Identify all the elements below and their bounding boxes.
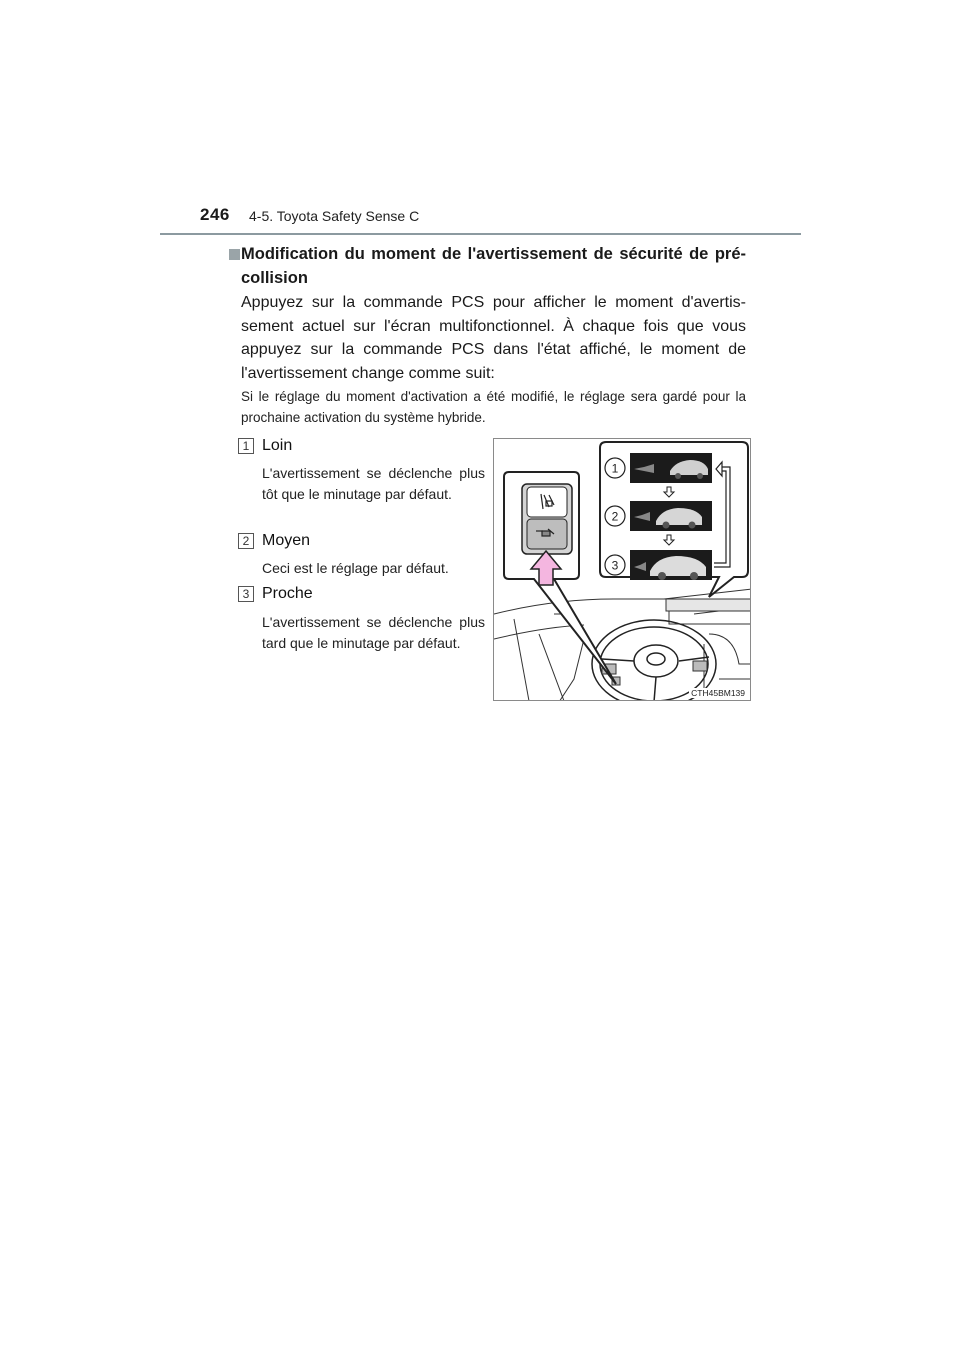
heading-bullet-icon — [229, 249, 240, 260]
item-title-moyen: Moyen — [262, 532, 311, 549]
callout-number-2: 2 — [611, 509, 619, 524]
item-number-2: 2 — [238, 533, 254, 549]
page-number: 246 — [200, 205, 230, 224]
item-title-proche: Proche — [262, 585, 313, 602]
note-paragraph: Si le réglage du moment d'activation a été modifié, le réglage sera gardé pour la prochaine activation du système hybride. — [241, 389, 746, 425]
warning-screen-near — [630, 550, 712, 580]
header-divider — [160, 233, 801, 235]
item-title-loin: Loin — [262, 437, 293, 454]
item-description-proche: L'avertissement se déclenche plus tard que le minutage par défaut. — [262, 614, 485, 651]
item-number-1: 1 — [238, 438, 254, 454]
warning-screen-medium — [630, 501, 712, 531]
figure-code: CTH45BM139 — [691, 688, 745, 698]
section-title: 4-5. Toyota Safety Sense C — [249, 208, 420, 224]
warning-screen-far — [630, 453, 712, 483]
callout-number-3: 3 — [611, 558, 619, 573]
body-paragraph: Appuyez sur la commande PCS pour afficher le moment d'avertis-sement actuel sur l'écran multifonctionnel. À chaque fois que vous appuyez sur la commande PCS dans l'état affiché, le moment de l'avertissement change comme suit: — [241, 294, 746, 382]
section-heading: Modification du moment de l'avertissement de sécurité de pré-collision — [241, 245, 746, 287]
item-number-3: 3 — [238, 586, 254, 602]
pcs-illustration — [493, 438, 751, 701]
item-description-loin: L'avertissement se déclenche plus tôt que le minutage par défaut. — [262, 465, 485, 502]
item-description-moyen: Ceci est le réglage par défaut. — [262, 560, 449, 576]
callout-number-1: 1 — [611, 461, 619, 476]
dashboard-drawing — [494, 439, 751, 701]
